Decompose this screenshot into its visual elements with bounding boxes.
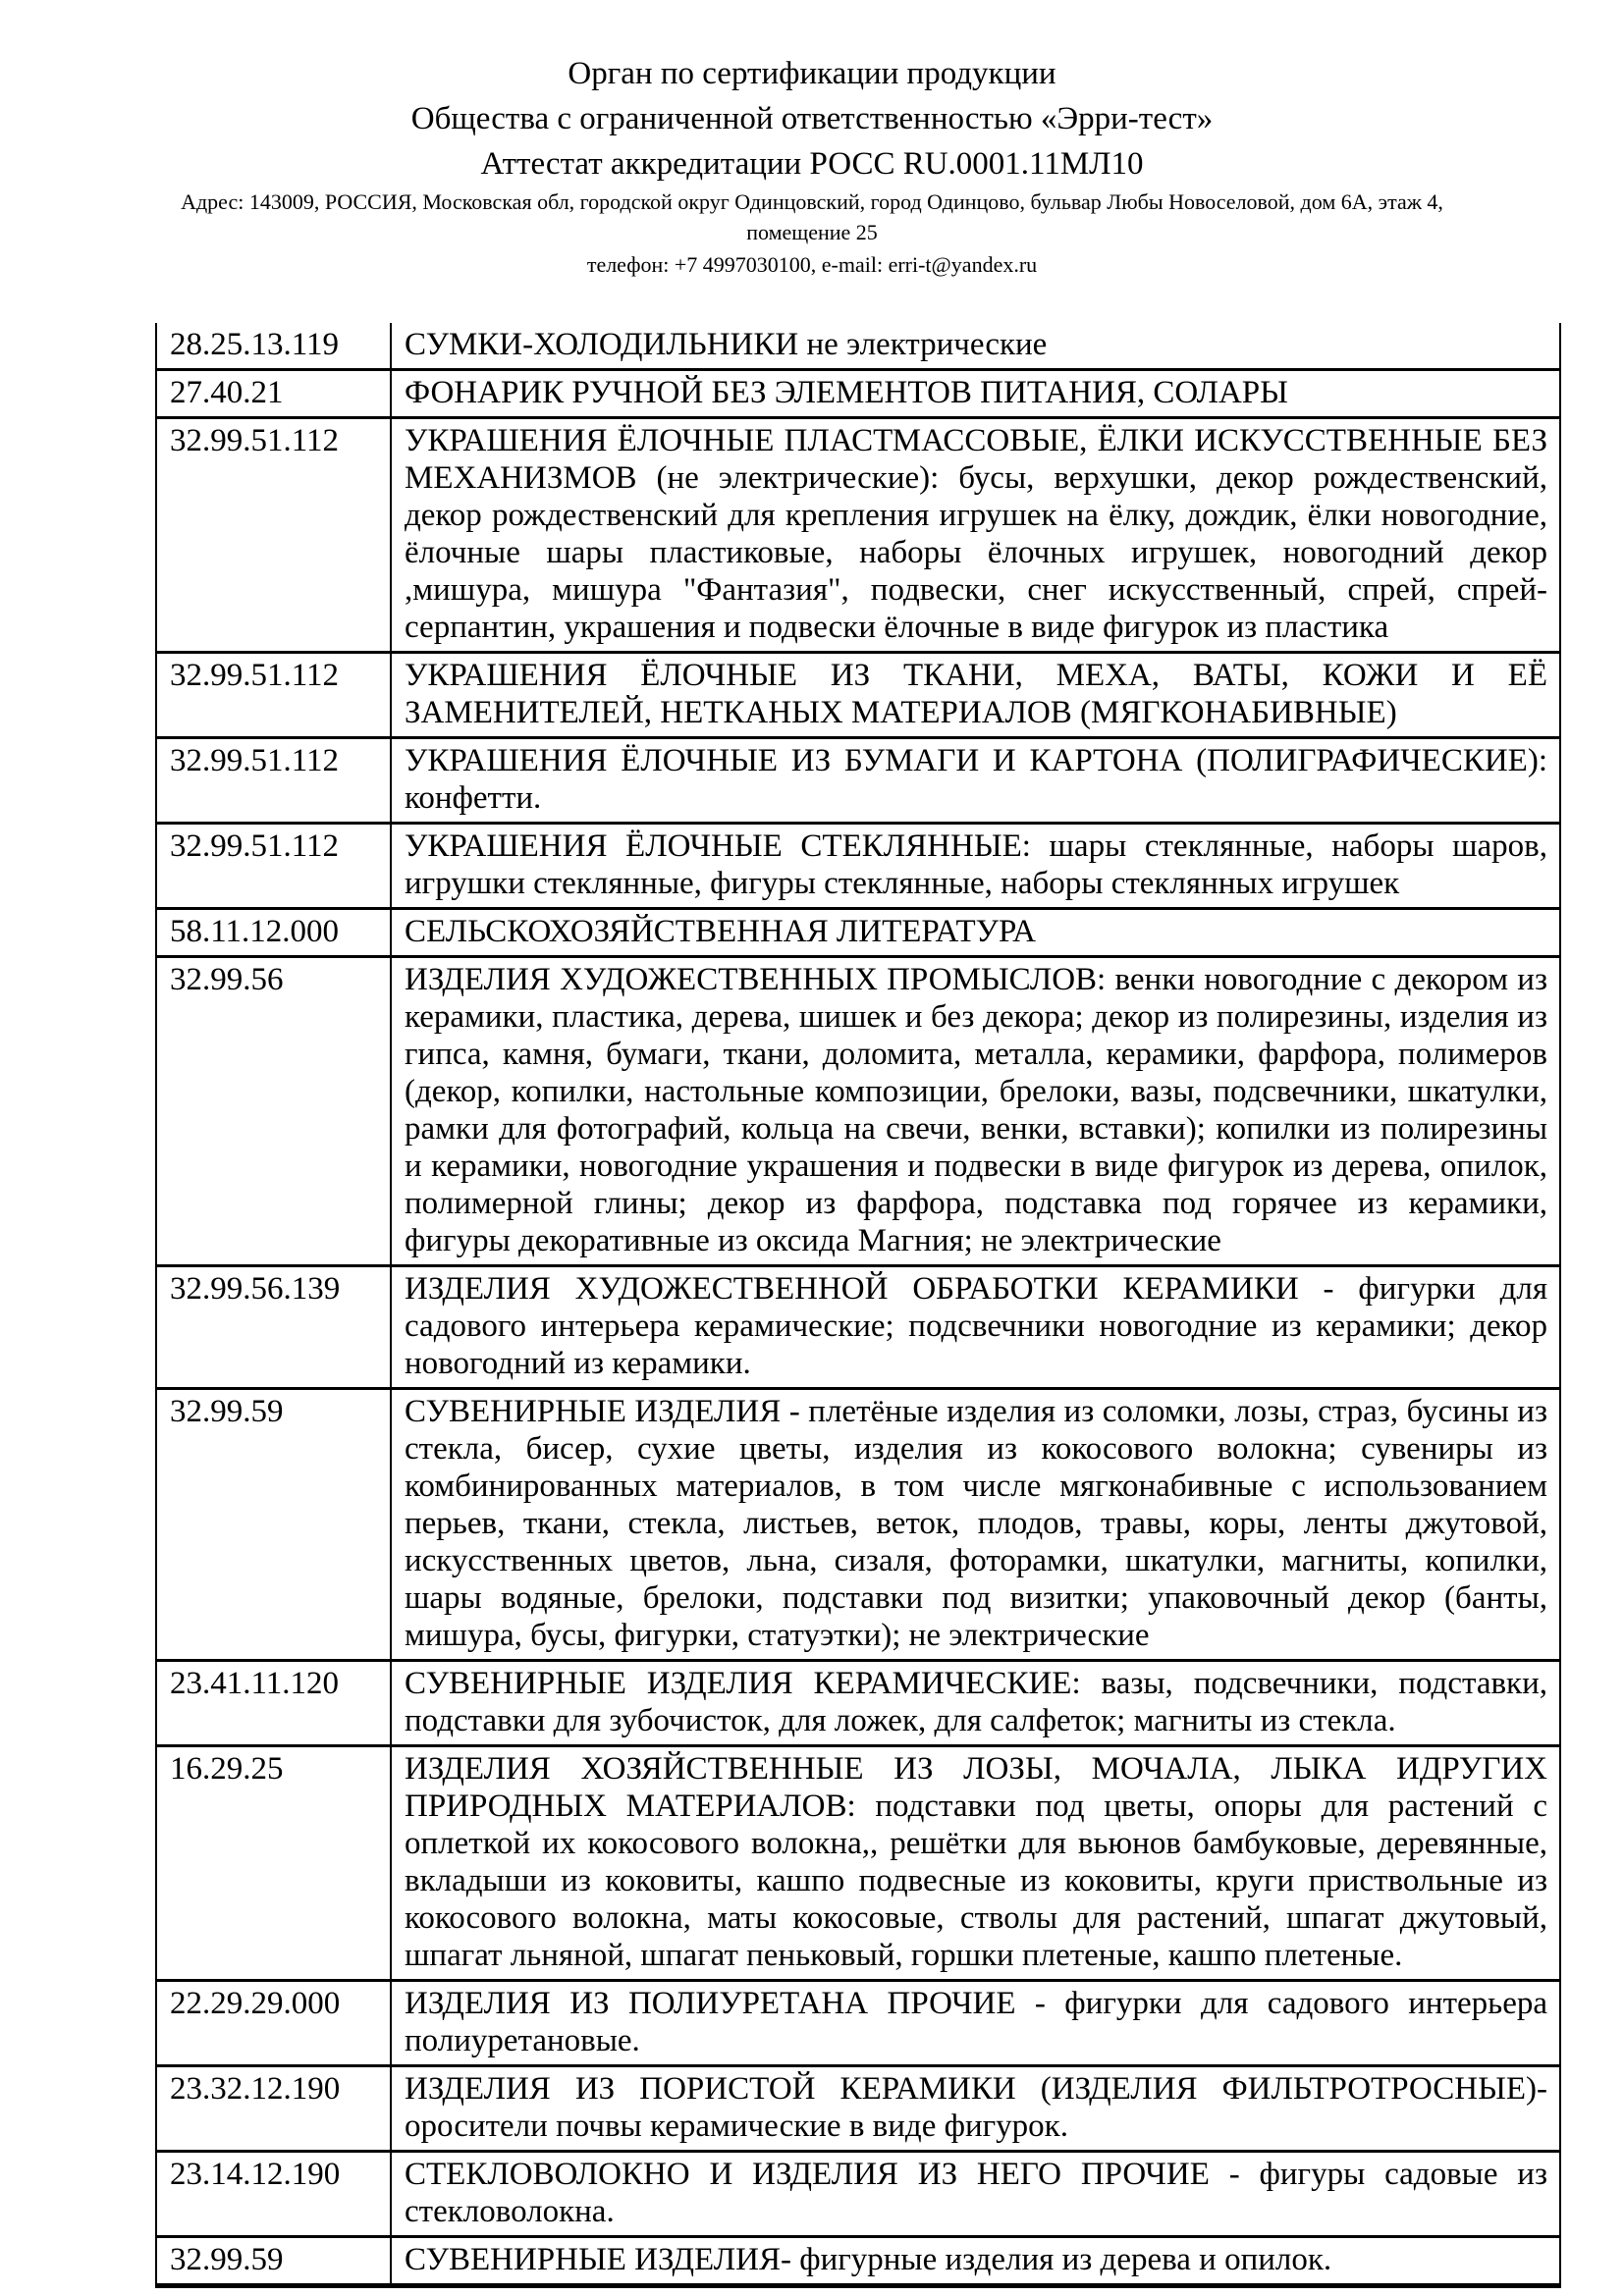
table-row [156,1746,1560,1981]
table-row [156,323,1560,370]
table-row [156,2237,1560,2286]
table-row [156,1389,1560,1661]
description-cell: ИЗДЕЛИЯ ХОЗЯЙСТВЕННЫЕ ИЗ ЛОЗЫ, МОЧАЛА, ЛЫКА ИДРУГИХ ПРИРОДНЫХ МАТЕРИАЛОВ: подставки под цветы, опоры для растений с оплеткой их кокосового волокна,, решётки для вьюнов бамбуковые, деревянные, вкладыши из коковиты, кашпо подвесные из коковиты, круги приствольные из кокосового волокна, маты кокосовые, стволы для растений, шпагат джутовый, шпагат льняной, шпагат пеньковый, горшки плетеные, кашпо плетеные. [391,1746,1560,1981]
table-row [156,653,1560,738]
code-cell: 58.11.12.000 [156,909,391,957]
code-cell: 32.99.51.112 [156,418,391,653]
code-cell: 32.99.56.139 [156,1266,391,1389]
code-cell: 32.99.51.112 [156,653,391,738]
table-row [156,957,1560,1266]
table-row [156,1266,1560,1389]
contact-line: телефон: +7 4997030100, e-mail: erri-t@yandex.ru [586,252,1038,277]
description-cell: СУВЕНИРНЫЕ ИЗДЕЛИЯ КЕРАМИЧЕСКИЕ: вазы, подсвечники, подставки, подставки для зубочисток, для ложек, для салфеток; магниты из стекла. [391,1661,1560,1746]
description-cell: ИЗДЕЛИЯ ИЗ ПОЛИУРЕТАНА ПРОЧИЕ - фигурки для садового интерьера полиуретановые. [391,1981,1560,2066]
table-row [156,1661,1560,1746]
code-cell: 22.29.29.000 [156,1981,391,2066]
description-cell: СУВЕНИРНЫЕ ИЗДЕЛИЯ - плетёные изделия из соломки, лозы, страз, бусины из стекла, бисер, сухие цветы, изделия из кокосового волокна; сувениры из комбинированных материалов, в том числе мягконабивные с использованием перьев, ткани, стекла, листьев, веток, плодов, травы, коры, ленты джутовой, искусственных цветов, льна, сизаля, фоторамки, шкатулки, магниты, копилки, шары водяные, брелоки, подставки под визитки; упаковочный декор (банты, мишура, бусы, фигурки, статуэтки); не электрические [391,1389,1560,1661]
table-row [156,418,1560,653]
description-cell: СТЕКЛОВОЛОКНО И ИЗДЕЛИЯ ИЗ НЕГО ПРОЧИЕ - фигуры садовые из стекловолокна. [391,2152,1560,2237]
description-cell: ФОНАРИК РУЧНОЙ БЕЗ ЭЛЕМЕНТОВ ПИТАНИЯ, СОЛАРЫ [391,370,1560,418]
description-cell: ИЗДЕЛИЯ ХУДОЖЕСТВЕННЫХ ПРОМЫСЛОВ: венки новогодние с декором из керамики, пластика, дерева, шишек и без декора; декор из полирезины, изделия из гипса, камня, бумаги, ткани, доломита, металла, керамики, фарфора, полимеров (декор, копилки, настольные композиции, брелоки, вазы, подсвечники, шкатулки, рамки для фотографий, кольца на свечи, венки, вставки); копилки из полирезины и керамики, новогодние украшения и подвески в виде фигурок из дерева, опилок, полимерной глины; декор из фарфора, подставка под горячее из керамики, фигуры декоративные из оксида Магния; не электрические [391,957,1560,1266]
description-cell: УКРАШЕНИЯ ЁЛОЧНЫЕ ИЗ ТКАНИ, МЕХА, ВАТЫ, КОЖИ И ЕЁ ЗАМЕНИТЕЛЕЙ, НЕТКАНЫХ МАТЕРИАЛОВ (МЯГКОНАБИВНЫЕ) [391,653,1560,738]
table-row [156,370,1560,418]
address-line2: помещение 25 [746,220,878,244]
address-line1: Адрес: 143009, РОССИЯ, Московская обл, городской округ Одинцовский, город Одинцово, бульвар Любы Новоселовой, дом 6А, этаж 4, [181,189,1443,214]
code-cell: 23.32.12.190 [156,2066,391,2152]
description-cell: ИЗДЕЛИЯ ИЗ ПОРИСТОЙ КЕРАМИКИ (ИЗДЕЛИЯ ФИЛЬТРОТРОСНЫЕ)- оросители почвы керамические в виде фигурок. [391,2066,1560,2152]
code-cell: 27.40.21 [156,370,391,418]
description-cell: СУВЕНИРНЫЕ ИЗДЕЛИЯ- фигурные изделия из дерева и опилок. [391,2237,1560,2286]
code-cell: 28.25.13.119 [156,323,391,370]
code-cell: 32.99.51.112 [156,738,391,824]
description-cell: СЕЛЬСКОХОЗЯЙСТВЕННАЯ ЛИТЕРАТУРА [391,909,1560,957]
product-codes-table [155,323,1561,2288]
description-cell: УКРАШЕНИЯ ЁЛОЧНЫЕ СТЕКЛЯННЫЕ: шары стеклянные, наборы шаров, игрушки стеклянные, фигуры стеклянные, наборы стеклянных игрушек [391,824,1560,909]
description-cell: ИЗДЕЛИЯ ХУДОЖЕСТВЕННОЙ ОБРАБОТКИ КЕРАМИКИ - фигурки для садового интерьера керамические; подсвечники новогодние из керамики; декор новогодний из керамики. [391,1266,1560,1389]
document-header [0,0,1624,280]
code-cell: 32.99.51.112 [156,824,391,909]
description-cell: УКРАШЕНИЯ ЁЛОЧНЫЕ ИЗ БУМАГИ И КАРТОНА (ПОЛИГРАФИЧЕСКИЕ): конфетти. [391,738,1560,824]
product-codes-table-body [156,323,1560,2286]
description-cell: УКРАШЕНИЯ ЁЛОЧНЫЕ ПЛАСТМАССОВЫЕ, ЁЛКИ ИСКУССТВЕННЫЕ БЕЗ МЕХАНИЗМОВ (не электрические): бусы, верхушки, декор рождественский, декор рождественский для крепления игрушек на ёлку, дождик, ёлки новогодние, ёлочные шары пластиковые, наборы ёлочных игрушек, новогодний декор ,мишура, мишура "Фантазия", подвески, снег искусственный, спрей, спрей-серпантин, украшения и подвески ёлочные в виде фигурок из пластика [391,418,1560,653]
org-title-line1: Орган по сертификации продукции [568,56,1056,91]
code-cell: 16.29.25 [156,1746,391,1981]
table-row [156,2066,1560,2152]
code-cell: 32.99.56 [156,957,391,1266]
code-cell: 32.99.59 [156,1389,391,1661]
description-cell: СУМКИ-ХОЛОДИЛЬНИКИ не электрические [391,323,1560,370]
code-cell: 23.14.12.190 [156,2152,391,2237]
code-cell: 32.99.59 [156,2237,391,2286]
table-row [156,738,1560,824]
org-title-line2: Общества с ограниченной ответственностью «Эрри-тест» [410,101,1214,136]
table-row [156,2152,1560,2237]
accreditation-line: Аттестат аккредитации РОСС RU.0001.11МЛ10 [480,146,1144,182]
table-row [156,1981,1560,2066]
code-cell: 23.41.11.120 [156,1661,391,1746]
table-row [156,824,1560,909]
table-row [156,909,1560,957]
